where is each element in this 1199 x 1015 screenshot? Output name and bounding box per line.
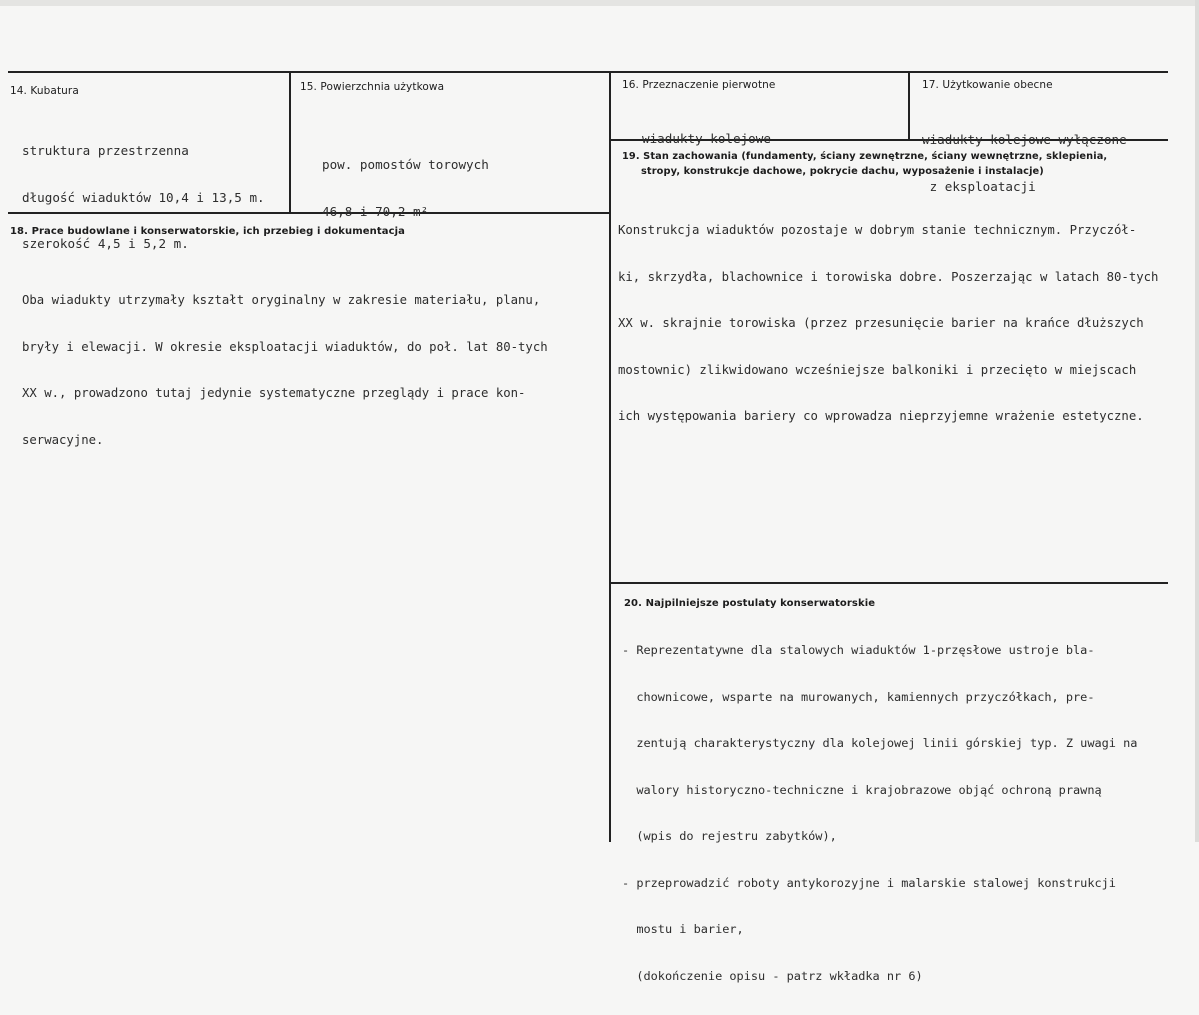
section-20-text — [622, 612, 1137, 1015]
text-line: 46,8 i 70,2 m² — [322, 203, 429, 219]
text-line: zentują charakterystyczny dla kolejowej linii górskiej typ. Z uwagi na — [622, 736, 1138, 750]
text-line: XX w. skrajnie torowiska (przez przesunięcie barier na krańce dłuższych — [618, 316, 1144, 330]
text-line: ki, skrzydła, blachownice i torowiska dobre. Poszerzając w latach 80-tych — [618, 269, 1159, 284]
section-19-label-line2: stropy, konstrukcje dachowe, pokrycie dachu, wyposażenie i instalacje) — [641, 166, 1044, 177]
section-19-label-line1: 19. Stan zachowania (fundamenty, ściany zewnętrzne, ściany wewnętrzne, sklepienia, — [622, 151, 1108, 162]
rule-above-20 — [610, 582, 1168, 584]
section-15-label: 15. Powierzchnia użytkowa — [300, 81, 445, 93]
text-line: wiadukty kolejowe — [642, 131, 771, 146]
text-line: (dokończenie opisu - patrz wkładka nr 6) — [622, 968, 923, 983]
divider-14-15 — [289, 72, 291, 214]
section-18-label: 18. Prace budowlane i konserwatorskie, ich przebieg i dokumentacja — [10, 226, 406, 237]
text-line: szerokość 4,5 i 5,2 m. — [22, 236, 189, 251]
text-line: walory historyczno-techniczne i krajobrazowe objąć ochroną prawną — [622, 782, 1102, 797]
text-line: (wpis do rejestru zabytków), — [622, 829, 837, 843]
section-16-label: 16. Przeznaczenie pierwotne — [622, 79, 776, 91]
text-line: pow. pomostów torowych — [322, 157, 489, 172]
divider-left-right — [609, 72, 611, 842]
text-line: z eksploatacji — [922, 178, 1036, 194]
text-line: ich występowania bariery co wprowadza nieprzyjemne wrażenie estetyczne. — [618, 409, 1144, 423]
text-line: mostownic) zlikwidowano wcześniejsze balkoniki i przecięto w miejscach — [618, 362, 1137, 377]
text-line: - przeprowadzić roboty antykorozyjne i malarskie stalowej konstrukcji — [622, 875, 1116, 890]
text-line: Oba wiadukty utrzymały kształt oryginalny w zakresie materiału, planu, — [22, 293, 541, 307]
section-14-label: 14. Kubatura — [10, 85, 79, 97]
text-line: wiadukty kolejowe wyłączone — [922, 132, 1127, 147]
section-14-text — [22, 112, 265, 283]
top-rule — [8, 71, 1168, 73]
divider-16-17 — [908, 72, 910, 140]
section-19-text — [618, 192, 1158, 456]
text-line: Konstrukcja wiaduktów pozostaje w dobrym stanie technicznym. Przyczół- — [618, 223, 1137, 237]
text-line: struktura przestrzenna — [22, 143, 189, 158]
text-line: chownicowe, wsparte na murowanych, kamiennych przyczółkach, pre- — [622, 689, 1095, 704]
text-line: mostu i barier, — [622, 922, 744, 936]
section-20-label: 20. Najpilniejsze postulaty konserwatorskie — [624, 598, 876, 609]
section-17-label: 17. Użytkowanie obecne — [922, 79, 1053, 91]
scan-right-edge — [1195, 0, 1199, 842]
text-line: serwacyjne. — [22, 432, 104, 447]
text-line: bryły i elewacji. W okresie eksploatacji wiaduktów, do poł. lat 80-tych — [22, 339, 548, 354]
section-18-text — [22, 262, 548, 479]
scan-top-edge — [0, 0, 1199, 6]
text-line: długość wiaduktów 10,4 i 13,5 m. — [22, 189, 265, 205]
text-line: - Reprezentatywne dla stalowych wiaduktów 1-przęsłowe ustroje bla- — [622, 643, 1095, 657]
text-line: XX w., prowadzono tutaj jedynie systematyczne przeglądy i prace kon- — [22, 386, 526, 400]
